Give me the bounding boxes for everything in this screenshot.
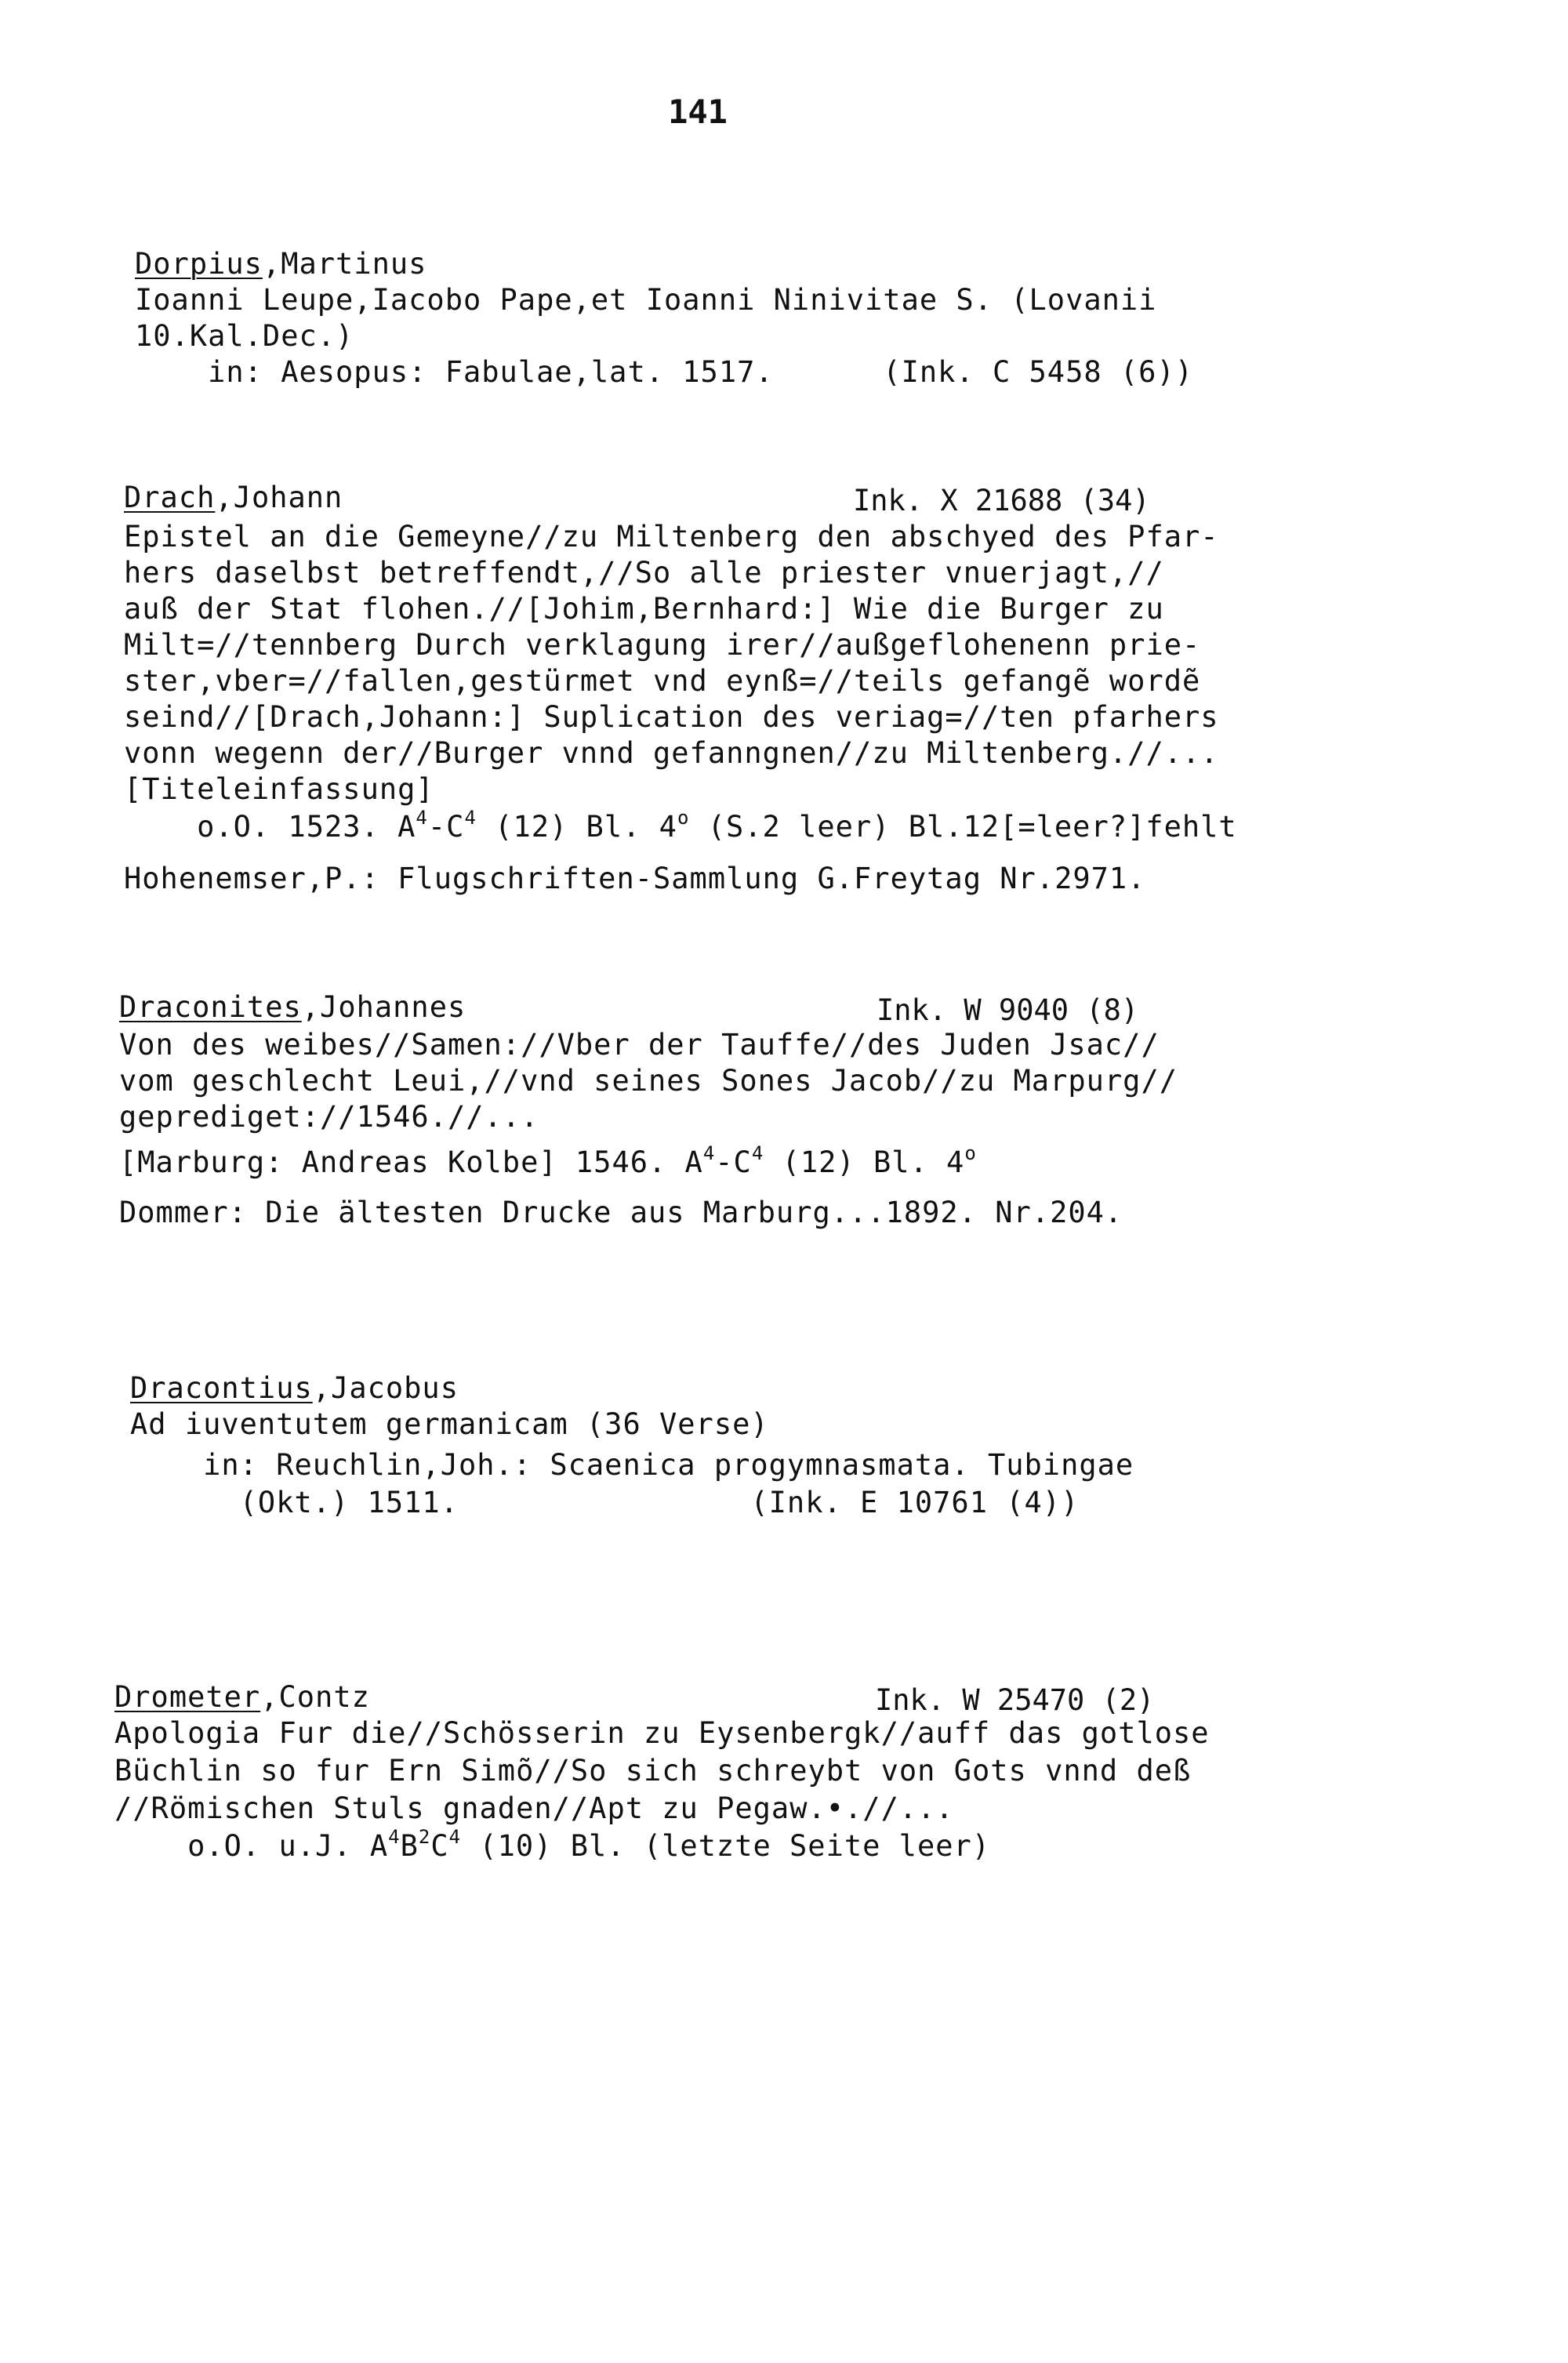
entry-text-line: 10.Kal.Dec.) — [135, 319, 354, 353]
entry-text-line: Büchlin so fur Ern Simõ//So sich schreybt von Gots vnnd deß — [114, 1754, 1192, 1788]
entry-text-line: Von des weibes//Samen://Vber der Tauffe//des Juden Jsac// — [119, 1028, 1160, 1062]
author-surname: Draconites — [119, 990, 302, 1024]
signature-superscript: 4 — [464, 807, 477, 829]
signature-superscript: 4 — [702, 1142, 716, 1164]
entry-text-line: Ioanni Leupe,Iacobo Pape,et Ioanni Ninivitae S. (Lovanii — [135, 283, 1157, 317]
imprint-text: o.O. 1523. A — [124, 810, 416, 844]
author-surname: Drometer — [114, 1680, 261, 1714]
entry-text-line: geprediget://1546.//... — [119, 1100, 539, 1134]
imprint-text: o.O. u.J. A — [114, 1829, 389, 1863]
author-forename: ,Contz — [260, 1680, 370, 1714]
entry-text-line: seind//[Drach,Johann:] Suplication des veriag=//ten pfarhers — [124, 700, 1219, 734]
entry-text-line: Apologia Fur die//Schösserin zu Eysenbergk//auff das gotlose — [114, 1716, 1210, 1750]
entry-text-line: //Römischen Stuls gnaden//Apt zu Pegaw.•.//... — [114, 1791, 954, 1825]
entry-text-line: auß der Stat flohen.//[Johim,Bernhard:] Wie die Burger zu — [124, 592, 1164, 626]
entry-text-line: (Okt.) 1511. (Ink. E 10761 (4)) — [130, 1486, 1080, 1519]
author-forename: ,Jacobus — [312, 1371, 459, 1405]
imprint-text: -C — [715, 1145, 752, 1179]
signature-superscript: 4 — [751, 1142, 764, 1164]
imprint-line — [119, 1142, 977, 1181]
author-surname: Drach — [124, 481, 216, 514]
imprint-text: (10) Bl. (letzte Seite leer) — [461, 1829, 991, 1863]
entry-text-line: hers daselbst betreffendt,//So alle priester vnuerjagt,// — [124, 556, 1164, 590]
entry-text-line: Milt=//tennberg Durch verklagung irer//außgeflohenenn prie- — [124, 628, 1201, 662]
entry-text-line: [Titeleinfassung] — [124, 772, 434, 806]
entry-text-line: in: Aesopus: Fabulae,lat. 1517. (Ink. C 5458 (6)) — [135, 355, 1194, 389]
signature-superscript: 4 — [448, 1826, 462, 1848]
entry-heading — [135, 246, 426, 282]
author-surname: Dorpius — [135, 247, 263, 281]
imprint-text: (12) Bl. 4 — [476, 810, 677, 844]
imprint-text: (12) Bl. 4 — [764, 1145, 965, 1179]
entry-text-line: Ad iuventutem germanicam (36 Verse) — [130, 1407, 769, 1441]
entry-heading — [119, 989, 466, 1025]
ink-reference: Ink. X 21688 (34) — [853, 484, 1150, 517]
entry-text-line: vonn wegenn der//Burger vnnd gefanngnen//zu Miltenberg.//... — [124, 736, 1219, 770]
format-superscript: o — [677, 807, 690, 829]
entry-heading — [130, 1370, 459, 1407]
imprint-text: C — [430, 1829, 449, 1863]
imprint-text: (S.2 leer) Bl.12[=leer?]fehlt — [689, 810, 1237, 844]
author-forename: ,Johann — [215, 481, 343, 514]
ink-reference: Ink. W 25470 (2) — [875, 1683, 1155, 1717]
ink-reference: Ink. W 9040 (8) — [877, 993, 1139, 1027]
entry-heading — [124, 480, 343, 516]
entry-text-line: Epistel an die Gemeyne//zu Miltenberg den abschyed des Pfar- — [124, 520, 1219, 554]
entry-text-line: vom geschlecht Leui,//vnd seines Sones Jacob//zu Marpurg// — [119, 1064, 1178, 1098]
entry-text-line: in: Reuchlin,Joh.: Scaenica progymnasmata. Tubingae — [130, 1448, 1134, 1482]
author-forename: ,Martinus — [262, 247, 427, 281]
bibliographic-reference: Hohenemser,P.: Flugschriften-Sammlung G.Freytag Nr.2971. — [124, 862, 1146, 895]
imprint-line — [124, 809, 1237, 845]
author-forename: ,Johannes — [301, 990, 466, 1024]
signature-superscript: 4 — [388, 1826, 401, 1848]
author-surname: Dracontius — [130, 1371, 313, 1405]
signature-superscript: 4 — [416, 807, 428, 829]
imprint-line — [114, 1828, 990, 1864]
format-superscript: o — [964, 1142, 977, 1164]
imprint-text: -C — [427, 810, 465, 844]
imprint-text: [Marburg: Andreas Kolbe] 1546. A — [119, 1145, 703, 1179]
entry-text-line: ster,vber=//fallen,gestürmet vnd eynß=//teils gefangẽ wordẽ — [124, 664, 1201, 698]
entry-heading — [114, 1679, 370, 1715]
page-number: 141 — [668, 93, 728, 131]
signature-superscript: 2 — [418, 1826, 431, 1848]
bibliographic-reference: Dommer: Die ältesten Drucke aus Marburg...1892. Nr.204. — [119, 1196, 1123, 1229]
imprint-text: B — [400, 1829, 419, 1863]
